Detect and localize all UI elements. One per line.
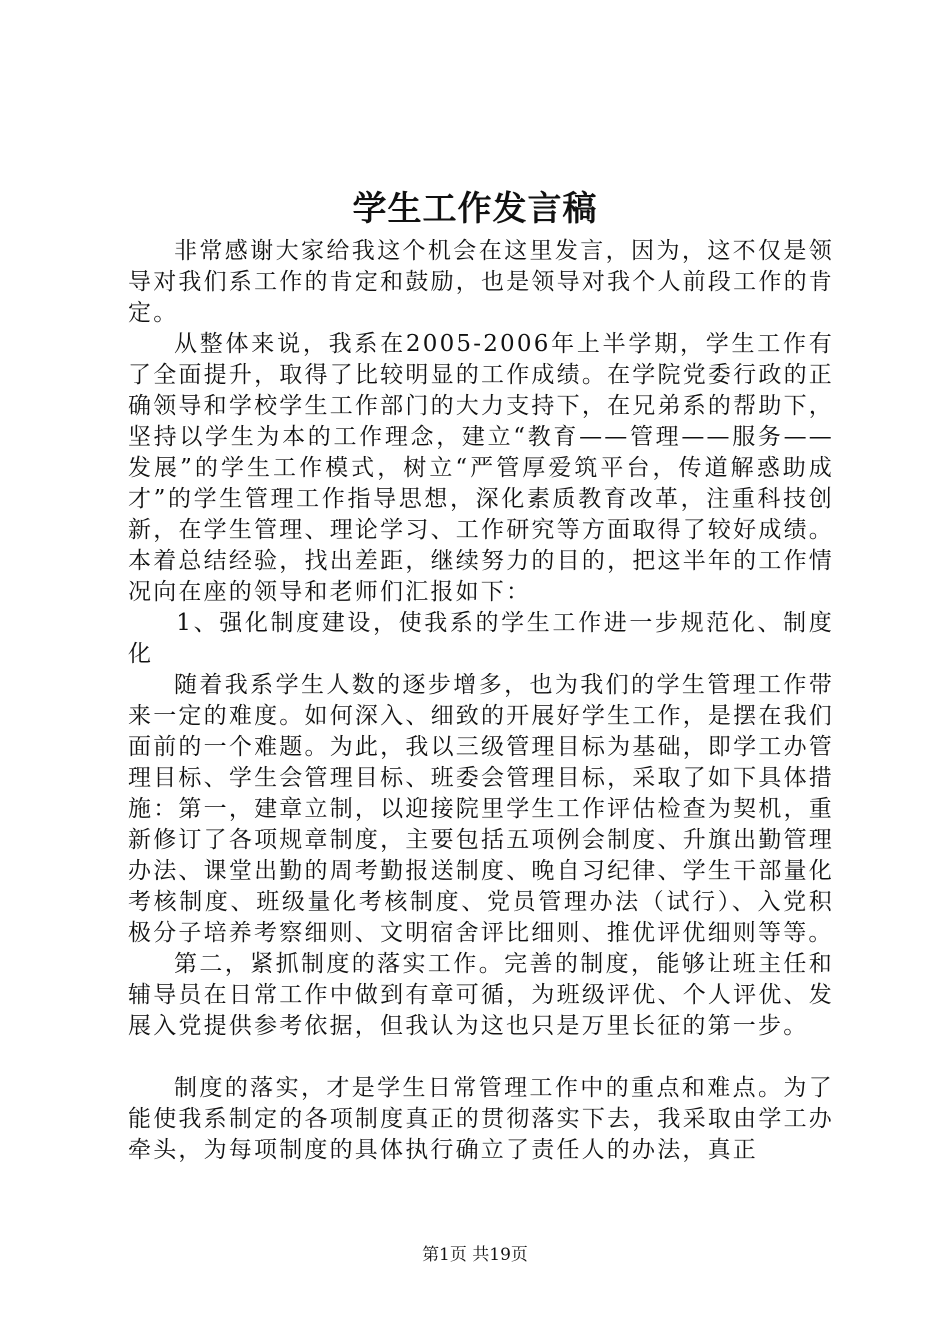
paragraph-intro: 非常感谢大家给我这个机会在这里发言，因为，这不仅是领导对我们系工作的肯定和鼓励，也是领导对我个人前段工作的肯定。 — [128, 238, 834, 326]
document-title: 学生工作发言稿 — [352, 189, 598, 229]
paragraph-measures: 随着我系学生人数的逐步增多，也为我们的学生管理工作带来一定的难度。如何深入、细致的开展好学生工作，是摆在我们面前的一个难题。为此，我以三级管理目标为基础，即学工办管理目标、学生会管理目标、班委会管理目标，采取了如下具体措施：第一，建章立制，以迎接院里学生工作评估检查为契机，重新修订了各项规章制度，主要包括五项例会制度、升旗出勤管理办法、课堂出勤的周考勤报送制度、晚自习纪律、学生干部量化考核制度、班级量化考核制度、党员管理办法（试行）、入党积极分子培养考察细则、文明宿舍评比细则、推优评优细则等等。 — [128, 672, 834, 946]
page-number-footer: 第1页 共19页 — [422, 1245, 528, 1265]
document-body — [128, 236, 834, 1166]
section-heading-1: 1、强化制度建设，使我系的学生工作进一步规范化、制度化 — [128, 610, 834, 667]
paragraph-overview: 从整体来说，我系在2005-2006年上半学期，学生工作有了全面提升，取得了比较明显的工作成绩。在学院党委行政的正确领导和学校学生工作部门的大力支持下，在兄弟系的帮助下，坚持以学生为本的工作理念，建立“教育——管理——服务——发展”的学生工作模式，树立“严管厚爱筑平台，传道解惑助成才”的学生管理工作指导思想，深化素质教育改革，注重科技创新，在学生管理、理论学习、工作研究等方面取得了较好成绩。本着总结经验，找出差距，继续努力的目的，把这半年的工作情况向在座的领导和老师们汇报如下： — [128, 331, 834, 605]
paragraph-second: 第二，紧抓制度的落实工作。完善的制度，能够让班主任和辅导员在日常工作中做到有章可循，为班级评优、个人评优、发展入党提供参考依据，但我认为这也只是万里长征的第一步。 — [128, 951, 834, 1039]
paragraph-implementation: 制度的落实，才是学生日常管理工作中的重点和难点。为了能使我系制定的各项制度真正的贯彻落实下去，我采取由学工办牵头，为每项制度的具体执行确立了责任人的办法，真正 — [128, 1075, 834, 1163]
